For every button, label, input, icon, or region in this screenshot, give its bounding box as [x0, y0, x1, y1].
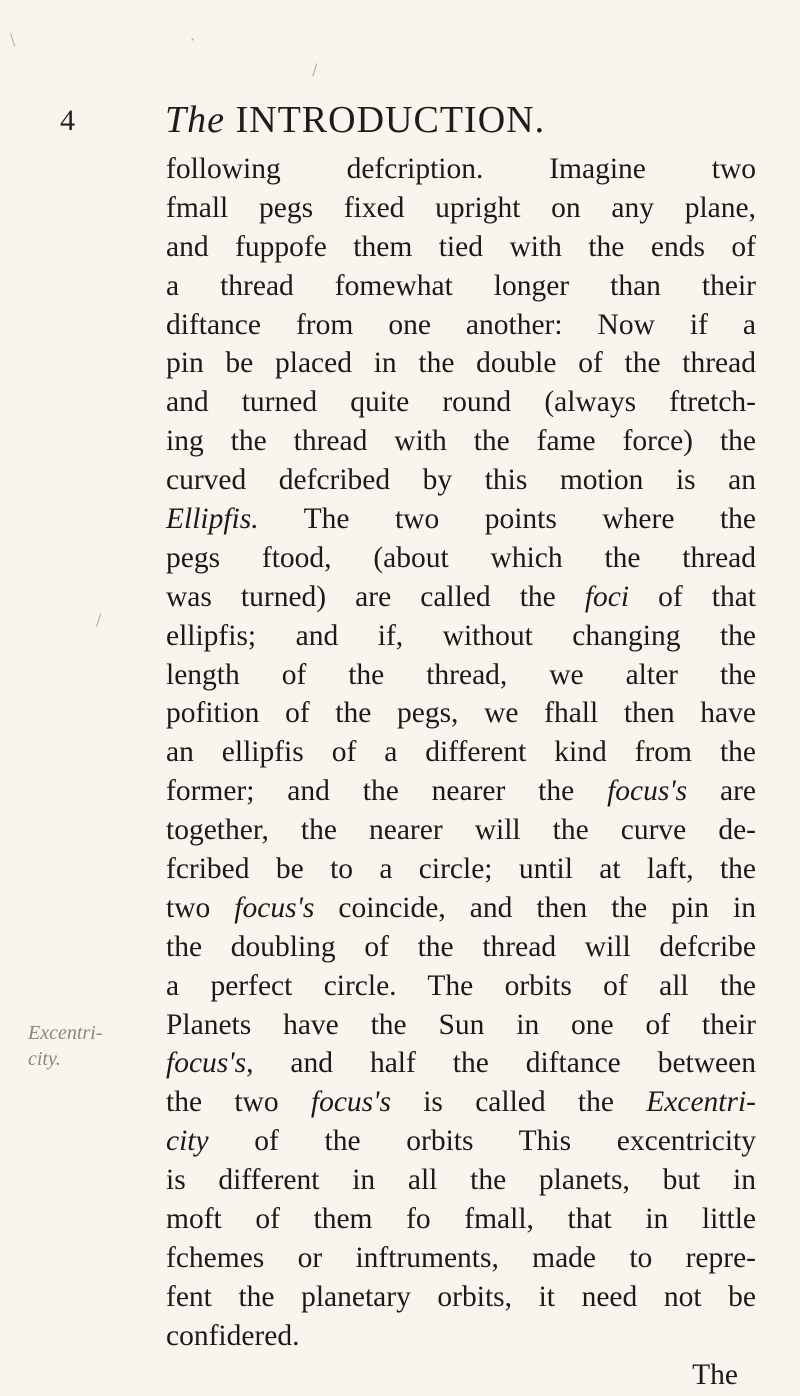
text-segment: confidered.: [166, 1319, 300, 1352]
italic-text: focus's: [166, 1047, 247, 1080]
text-line: [166, 928, 756, 967]
text-line: [166, 539, 756, 578]
margin-note: [28, 1020, 102, 1072]
text-line: [166, 617, 756, 656]
show-through-mark: \: [10, 30, 16, 49]
text-line: [166, 694, 756, 733]
text-segment: coincide, and then the pin in: [314, 891, 756, 924]
running-head: [165, 98, 545, 142]
text-line: [166, 1083, 756, 1122]
italic-text: city: [166, 1125, 209, 1158]
text-line: [166, 1278, 756, 1317]
text-segment: fmall pegs fixed upright on any plane,: [166, 191, 756, 224]
text-line: [166, 1200, 756, 1239]
italic-text: Excentri-: [646, 1086, 756, 1119]
text-segment: diftance from one another: Now if a: [166, 308, 756, 341]
text-line: [166, 461, 756, 500]
text-segment: two: [166, 891, 235, 924]
text-segment: was turned) are called the: [166, 580, 585, 613]
running-head-title: INTRODUCTION.: [225, 99, 546, 141]
text-line: [166, 1161, 756, 1200]
text-segment: of that: [629, 580, 756, 613]
running-head-the: The: [165, 99, 225, 141]
show-through-mark: /: [312, 60, 318, 79]
text-line: [166, 344, 756, 383]
show-through-mark: /: [96, 610, 102, 629]
text-segment: of the orbits This excentricity: [208, 1125, 756, 1158]
text-segment: fcribed be to a circle; until at laft, the: [166, 853, 756, 886]
text-segment: are: [687, 775, 757, 808]
italic-text: focus's: [234, 891, 315, 924]
text-segment: length of the thread, we alter the: [166, 658, 756, 691]
catchword: The: [692, 1358, 738, 1391]
italic-text: focus's: [310, 1086, 391, 1119]
text-segment: and fuppofe them tied with the ends of: [166, 230, 756, 263]
text-segment: an ellipfis of a different kind from the: [166, 736, 756, 769]
show-through-mark: ·: [190, 30, 196, 49]
text-line: [166, 850, 756, 889]
text-line: [166, 1006, 756, 1045]
text-line: [166, 889, 756, 928]
text-line: [166, 500, 756, 539]
text-segment: a thread fomewhat longer than their: [166, 269, 756, 302]
text-segment: , and half the diftance between: [246, 1047, 756, 1080]
text-line: [166, 267, 756, 306]
text-line: [166, 1317, 756, 1356]
text-segment: following defcription. Imagine two: [166, 153, 756, 185]
text-line: [166, 306, 756, 345]
text-line: [166, 228, 756, 267]
text-segment: pegs ftood, (about which the thread: [166, 541, 756, 574]
text-line: [166, 383, 756, 422]
text-segment: fchemes or inftruments, made to repre-: [166, 1241, 756, 1274]
text-segment: the two: [166, 1086, 311, 1119]
text-segment: Planets have the Sun in one of their: [166, 1008, 756, 1041]
text-line: [166, 1044, 756, 1083]
text-line: [166, 967, 756, 1006]
text-segment: pin be placed in the double of the thread: [166, 347, 756, 380]
text-segment: and turned quite round (always ftretch-: [166, 386, 756, 419]
text-line: [166, 150, 756, 189]
text-segment: the doubling of the thread will defcribe: [166, 930, 756, 963]
text-line: [166, 1239, 756, 1278]
italic-text: focus's: [607, 775, 688, 808]
text-line: [166, 656, 756, 695]
text-line: [166, 733, 756, 772]
text-segment: moft of them fo fmall, that in little: [166, 1203, 756, 1236]
text-segment: is different in all the planets, but in: [166, 1164, 756, 1197]
text-segment: together, the nearer will the curve de-: [166, 814, 756, 847]
italic-text: foci: [584, 580, 630, 613]
text-line: [166, 1122, 756, 1161]
text-line: [166, 811, 756, 850]
text-segment: ellipfis; and if, without changing the: [166, 619, 756, 652]
text-line: [166, 422, 756, 461]
text-line: [166, 772, 756, 811]
text-line: [166, 578, 756, 617]
text-segment: a perfect circle. The orbits of all the: [166, 969, 756, 1002]
text-line: [166, 189, 756, 228]
margin-note-line: city.: [28, 1048, 61, 1070]
text-segment: pofition of the pegs, we fhall then have: [166, 697, 756, 730]
page-number: 4: [60, 104, 75, 137]
body-text: [166, 150, 756, 1395]
margin-note-line: Excentri-: [28, 1022, 103, 1044]
text-segment: fent the planetary orbits, it need not be: [166, 1280, 756, 1313]
italic-text: Ellipfis.: [166, 503, 259, 536]
text-segment: The two points where the: [258, 503, 756, 536]
text-segment: curved defcribed by this motion is an: [166, 464, 756, 497]
text-segment: former; and the nearer the: [166, 775, 608, 808]
text-segment: is called the: [390, 1086, 647, 1119]
text-segment: ing the thread with the fame force) the: [166, 425, 756, 458]
